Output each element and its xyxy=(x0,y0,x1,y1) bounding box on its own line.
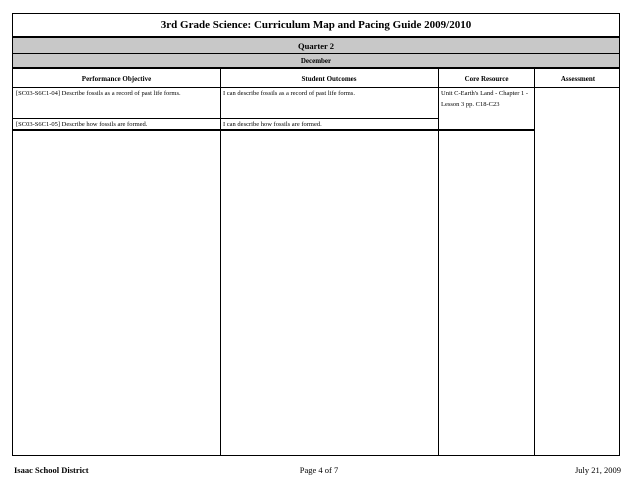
table-row-1-assessment xyxy=(535,88,621,90)
header-performance-objective: Performance Objective xyxy=(81,75,152,83)
table-row-2-assessment xyxy=(535,119,621,121)
column-divider-2 xyxy=(438,69,439,456)
header-assessment: Assessment xyxy=(560,75,596,83)
header-core-resource: Core Resource xyxy=(464,75,509,83)
table-row-1-objective: [SC03-S6C1-04] Describe fossils as a record of past life forms. xyxy=(16,90,181,97)
month-banner: December xyxy=(13,54,619,69)
table-row-2-objective: [SC03-S6C1-05] Describe how fossils are formed. xyxy=(16,121,148,128)
column-divider-3 xyxy=(534,69,535,456)
footer-date: July 21, 2009 xyxy=(574,465,621,475)
quarter-banner: Quarter 2 xyxy=(13,38,619,54)
table-row-2-outcome: I can describe how fossils are formed. xyxy=(223,121,322,128)
curriculum-table-frame xyxy=(12,13,620,456)
table-row-2-resource xyxy=(438,119,534,121)
table-row-1-resource: Unit C-Earth's Land - Chapter 1 - Lesson 3 pp. C18-C23 xyxy=(441,90,529,108)
footer-district: Isaac School District xyxy=(14,465,89,475)
footer-page-number: Page 4 of 7 xyxy=(299,465,339,475)
table-row-1-outcome: I can describe fossils as a record of past life forms. xyxy=(223,90,355,97)
document-title: 3rd Grade Science: Curriculum Map and Pacing Guide 2009/2010 xyxy=(13,14,619,38)
header-student-outcomes: Student Outcomes xyxy=(301,75,357,83)
